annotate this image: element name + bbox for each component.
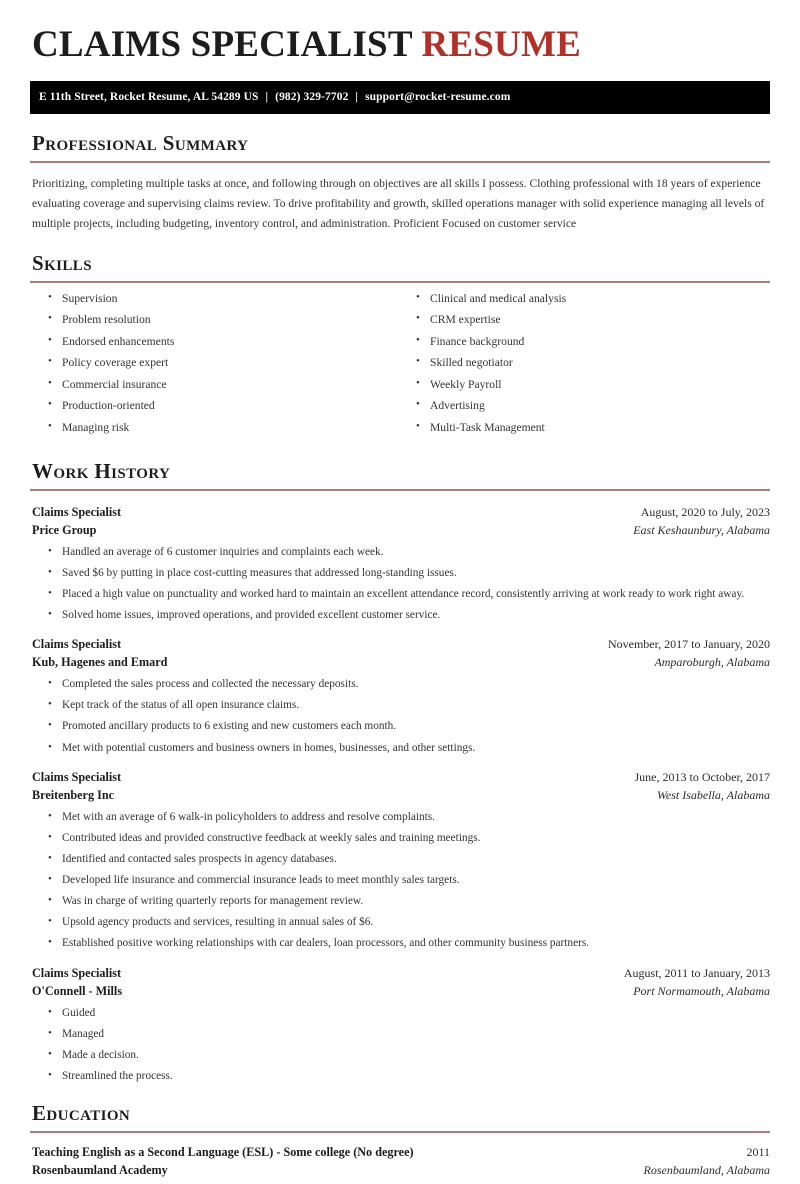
- work-entry-location: Amparoburgh, Alabama: [654, 655, 770, 670]
- work-entry-title: Claims Specialist: [32, 965, 122, 980]
- list-item: • Completed the sales process and collected the necessary deposits.: [30, 677, 770, 692]
- work-entry-company: Breitenberg Inc: [32, 787, 115, 802]
- contact-separator-1: |: [265, 91, 269, 104]
- list-item: • Placed a high value on punctuality and worked hard to maintain an excellent attendance record, consistently arriving at work ready to work right away.: [30, 587, 770, 602]
- work-entry-bullets: [30, 810, 770, 952]
- work-entry-subheader: [30, 655, 770, 670]
- education-entry: [30, 1145, 770, 1178]
- education-school: Rosenbaumland Academy: [32, 1163, 168, 1178]
- work-entry-title: Claims Specialist: [32, 769, 122, 784]
- summary-text: Prioritizing, completing multiple tasks at once, and following through on objectives are all skills I possess. Clothing professional with 18 years of experience evaluating coverage and supervising claims review. To drive profitability and growth, skilled operations manager with solid experience managing all levels of multiple projects, including budgeting, inventory control, and administration. Proficient Focused on customer service: [32, 176, 765, 230]
- work-entry-location: Port Normamouth, Alabama: [633, 983, 770, 998]
- list-item: • Advertising: [400, 398, 770, 413]
- work-entry-bullets: [30, 1006, 770, 1085]
- list-item: • Supervision: [30, 291, 400, 306]
- work-entry-dates: November, 2017 to January, 2020: [607, 637, 770, 652]
- contact-bar: [30, 81, 770, 114]
- work-entry-company: Kub, Hagenes and Emard: [32, 655, 168, 670]
- section-divider-skills: [30, 281, 770, 283]
- contact-address: E 11th Street, Rocket Resume, AL 54289 US: [39, 91, 259, 104]
- section-heading-skills: Skills: [32, 250, 92, 275]
- list-item: • Established positive working relationships with car dealers, loan processors, and other community business partners.: [30, 936, 770, 951]
- work-entry-header: [30, 505, 770, 520]
- section-heading-work-history: Work History: [32, 458, 171, 483]
- work-entry: [30, 505, 770, 624]
- list-item: • Promoted ancillary products to 6 existing and new customers each month.: [30, 719, 770, 734]
- list-item: • Managed: [30, 1027, 770, 1042]
- list-item: • Commercial insurance: [30, 377, 400, 392]
- list-item: • Weekly Payroll: [400, 377, 770, 392]
- skills-column-left: [30, 291, 400, 442]
- section-skills: [30, 252, 770, 442]
- work-entry-location: East Keshaunbury, Alabama: [633, 522, 770, 537]
- list-item: • Made a decision.: [30, 1048, 770, 1063]
- list-item: • Was in charge of writing quarterly reports for management review.: [30, 894, 770, 909]
- list-item: • Finance background: [400, 334, 770, 349]
- work-entry-title: Claims Specialist: [32, 637, 122, 652]
- list-item: • Upsold agency products and services, resulting in annual sales of $6.: [30, 915, 770, 930]
- work-entry-company: Price Group: [32, 522, 97, 537]
- work-entry-bullets: [30, 677, 770, 756]
- skills-list-right: [400, 291, 770, 435]
- list-item: • Handled an average of 6 customer inquiries and complaints each week.: [30, 545, 770, 560]
- section-divider-education: [30, 1131, 770, 1133]
- work-entry-header: [30, 770, 770, 785]
- list-item: • Clinical and medical analysis: [400, 291, 770, 306]
- page-title-main: CLAIMS SPECIALIST: [32, 24, 413, 65]
- section-divider-summary: [30, 161, 770, 163]
- education-degree: Teaching English as a Second Language (ESL) - Some college (No degree): [32, 1145, 414, 1160]
- work-entry-bullets: [30, 545, 770, 624]
- education-year: 2011: [746, 1145, 770, 1160]
- list-item: • Developed life insurance and commercial insurance leads to meet monthly sales targets.: [30, 873, 770, 888]
- work-entry-title: Claims Specialist: [32, 504, 122, 519]
- education-location: Rosenbaumland, Alabama: [643, 1163, 770, 1178]
- list-item: • Skilled negotiator: [400, 355, 770, 370]
- work-entry: [30, 770, 770, 952]
- contact-line: [39, 91, 510, 103]
- work-entry-dates: August, 2020 to July, 2023: [640, 504, 770, 519]
- work-entry-subheader: [30, 984, 770, 999]
- work-entry-dates: August, 2011 to January, 2013: [623, 965, 770, 980]
- list-item: • Problem resolution: [30, 312, 400, 327]
- list-item: • Kept track of the status of all open insurance claims.: [30, 698, 770, 713]
- list-item: • Identified and contacted sales prospects in agency databases.: [30, 852, 770, 867]
- contact-separator-2: |: [355, 91, 359, 104]
- list-item: • Contributed ideas and provided constructive feedback at weekly sales and training meetings.: [30, 831, 770, 846]
- education-entry-subheader: [30, 1163, 770, 1178]
- list-item: • CRM expertise: [400, 312, 770, 327]
- work-entry-company: O'Connell - Mills: [32, 983, 123, 998]
- work-entry-dates: June, 2013 to October, 2017: [634, 769, 770, 784]
- list-item: • Streamlined the process.: [30, 1069, 770, 1084]
- contact-phone[interactable]: (982) 329-7702: [275, 91, 349, 104]
- work-entry: [30, 966, 770, 1085]
- section-professional-summary: [30, 132, 770, 234]
- list-item: • Multi-Task Management: [400, 420, 770, 435]
- work-entry-location: West Isabella, Alabama: [657, 787, 770, 802]
- page-title-accent: RESUME: [421, 24, 581, 65]
- section-work-history: [30, 460, 770, 1084]
- section-divider-work-history: [30, 489, 770, 491]
- work-entry-header: [30, 966, 770, 981]
- list-item: • Production-oriented: [30, 398, 400, 413]
- work-entry-subheader: [30, 788, 770, 803]
- contact-email[interactable]: support@rocket-resume.com: [365, 91, 511, 104]
- page-title: [30, 0, 770, 67]
- work-entry-header: [30, 637, 770, 652]
- list-item: • Met with potential customers and business owners in homes, businesses, and other settings.: [30, 741, 770, 756]
- skills-list-left: [30, 291, 400, 435]
- skills-columns: [30, 291, 770, 442]
- section-heading-summary: Professional Summary: [32, 130, 249, 155]
- list-item: • Guided: [30, 1006, 770, 1021]
- list-item: • Saved $6 by putting in place cost-cutting measures that addressed long-standing issues.: [30, 566, 770, 581]
- work-entry-subheader: [30, 523, 770, 538]
- list-item: • Solved home issues, improved operations, and provided excellent customer service.: [30, 608, 770, 623]
- list-item: • Endorsed enhancements: [30, 334, 400, 349]
- section-heading-education: Education: [32, 1101, 131, 1126]
- work-entry: [30, 637, 770, 756]
- list-item: • Met with an average of 6 walk-in policyholders to address and resolve complaints.: [30, 810, 770, 825]
- education-entry-header: [30, 1145, 770, 1160]
- list-item: • Managing risk: [30, 420, 400, 435]
- skills-column-right: [400, 291, 770, 442]
- section-education: [30, 1102, 770, 1178]
- list-item: • Policy coverage expert: [30, 355, 400, 370]
